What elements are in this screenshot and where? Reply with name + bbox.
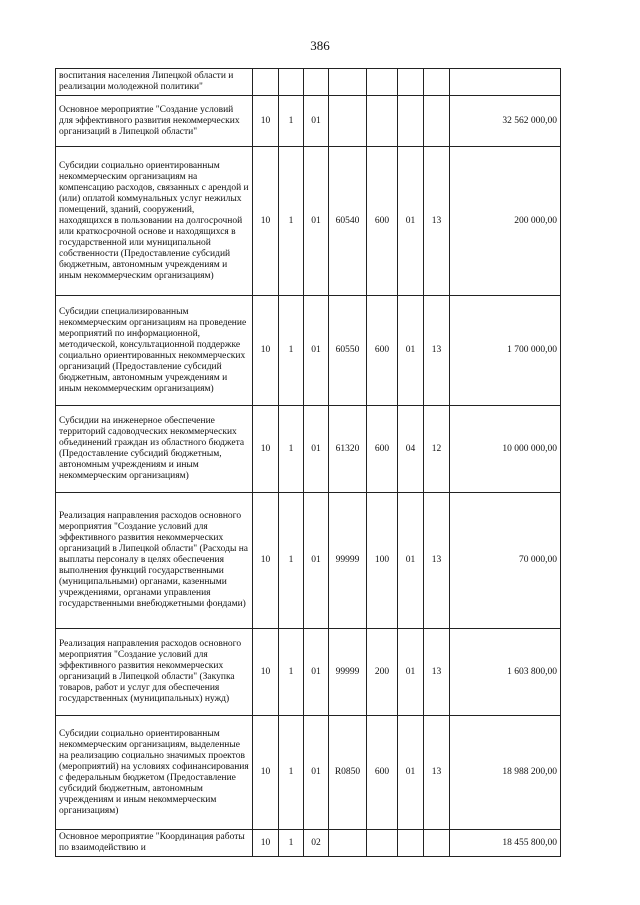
sum-value: 10 000 000,00 [450, 406, 561, 493]
subsection-code: 13 [424, 147, 450, 296]
expense-type-code [367, 96, 398, 147]
section-code: 04 [398, 406, 424, 493]
expense-type-code [367, 830, 398, 857]
direction-code [329, 830, 367, 857]
subprogram-code: 1 [279, 629, 304, 716]
subprogram-code: 1 [279, 147, 304, 296]
subprogram-code: 1 [279, 493, 304, 629]
sum-value [450, 69, 561, 96]
subprogram-code [279, 69, 304, 96]
direction-code: 99999 [329, 493, 367, 629]
program-code: 10 [253, 629, 279, 716]
direction-code: 60540 [329, 147, 367, 296]
row-name: Субсидии социально ориентированным некоммерческим организациям на компенсацию расходов, связанных с арендой и (или) оплатой коммунальных услуг нежилых помещений, зданий, сооружений, находящихся в пользовании на долгосрочной или краткосрочной основе и находящихся в государственной или муниципальной собственности (Предоставление субсидий бюджетным, автономным учреждениям и иным некоммерческим организациям) [56, 147, 253, 296]
event-code: 01 [304, 716, 329, 830]
sum-value: 200 000,00 [450, 147, 561, 296]
subprogram-code: 1 [279, 406, 304, 493]
event-code: 01 [304, 493, 329, 629]
subsection-code: 13 [424, 716, 450, 830]
program-code: 10 [253, 147, 279, 296]
event-code: 01 [304, 406, 329, 493]
table-row [56, 296, 561, 406]
table-row [56, 406, 561, 493]
expense-type-code: 200 [367, 629, 398, 716]
table-row [56, 493, 561, 629]
table-row [56, 716, 561, 830]
subprogram-code: 1 [279, 96, 304, 147]
subsection-code: 12 [424, 406, 450, 493]
direction-code: R0850 [329, 716, 367, 830]
page-number: 386 [310, 38, 330, 53]
program-code: 10 [253, 716, 279, 830]
direction-code: 61320 [329, 406, 367, 493]
expense-type-code: 600 [367, 406, 398, 493]
section-code [398, 69, 424, 96]
row-name: Субсидии социально ориентированным некоммерческим организациям, выделенные на реализацию социально значимых проектов (мероприятий) на условиях софинансирования с федеральным бюджетом (Предоставление субсидий бюджетным, автономным учреждениям и иным некоммерческим организациям) [56, 716, 253, 830]
sum-value: 32 562 000,00 [450, 96, 561, 147]
direction-code [329, 69, 367, 96]
row-name: Реализация направления расходов основного мероприятия "Создание условий для эффективного развития некоммерческих организаций в Липецкой области" (Закупка товаров, работ и услуг для обеспечения государственных (муниципальных) нужд) [56, 629, 253, 716]
table-row [56, 830, 561, 857]
subsection-code [424, 96, 450, 147]
expense-type-code: 600 [367, 296, 398, 406]
row-name: Субсидии специализированным некоммерческим организациям на проведение мероприятий по информационной, методической, консультационной поддержке социально ориентированных некоммерческих организаций (Предоставление субсидий бюджетным, автономным учреждениям и иным некоммерческим организациям) [56, 296, 253, 406]
direction-code: 60550 [329, 296, 367, 406]
table-row [56, 96, 561, 147]
subprogram-code: 1 [279, 830, 304, 857]
section-code: 01 [398, 493, 424, 629]
subprogram-code: 1 [279, 716, 304, 830]
section-code: 01 [398, 296, 424, 406]
sum-value: 70 000,00 [450, 493, 561, 629]
program-code: 10 [253, 296, 279, 406]
table-row [56, 69, 561, 96]
row-name: воспитания населения Липецкой области и реализации молодежной политики" [56, 69, 253, 96]
subsection-code: 13 [424, 629, 450, 716]
section-code: 01 [398, 629, 424, 716]
table-row [56, 629, 561, 716]
subprogram-code: 1 [279, 296, 304, 406]
event-code: 01 [304, 296, 329, 406]
event-code: 01 [304, 147, 329, 296]
expense-type-code: 600 [367, 716, 398, 830]
event-code: 01 [304, 96, 329, 147]
program-code: 10 [253, 96, 279, 147]
section-code [398, 96, 424, 147]
row-name: Субсидии на инженерное обеспечение территорий садоводческих некоммерческих объединений граждан из областного бюджета (Предоставление субсидий бюджетным, автономным учреждениям и иным некоммерческим организациям) [56, 406, 253, 493]
sum-value: 1 603 800,00 [450, 629, 561, 716]
table-row [56, 147, 561, 296]
subsection-code: 13 [424, 493, 450, 629]
section-code [398, 830, 424, 857]
expense-type-code [367, 69, 398, 96]
program-code: 10 [253, 406, 279, 493]
subsection-code: 13 [424, 296, 450, 406]
row-name: Основное мероприятие "Создание условий для эффективного развития некоммерческих организаций в Липецкой области" [56, 96, 253, 147]
expense-type-code: 600 [367, 147, 398, 296]
section-code: 01 [398, 147, 424, 296]
section-code: 01 [398, 716, 424, 830]
sum-value: 18 988 200,00 [450, 716, 561, 830]
event-code [304, 69, 329, 96]
program-code: 10 [253, 830, 279, 857]
program-code: 10 [253, 493, 279, 629]
sum-value: 1 700 000,00 [450, 296, 561, 406]
subsection-code [424, 69, 450, 96]
budget-table [55, 68, 561, 857]
sum-value: 18 455 800,00 [450, 830, 561, 857]
program-code [253, 69, 279, 96]
row-name: Основное мероприятие "Координация работы по взаимодействию и [56, 830, 253, 857]
direction-code: 99999 [329, 629, 367, 716]
expense-type-code: 100 [367, 493, 398, 629]
event-code: 01 [304, 629, 329, 716]
direction-code [329, 96, 367, 147]
event-code: 02 [304, 830, 329, 857]
row-name: Реализация направления расходов основного мероприятия "Создание условий для эффективного развития некоммерческих организаций в Липецкой области" (Расходы на выплаты персоналу в целях обеспечения выполнения функций государственными (муниципальными) органами, казенными учреждениями, органами управления государственными внебюджетными фондами) [56, 493, 253, 629]
subsection-code [424, 830, 450, 857]
